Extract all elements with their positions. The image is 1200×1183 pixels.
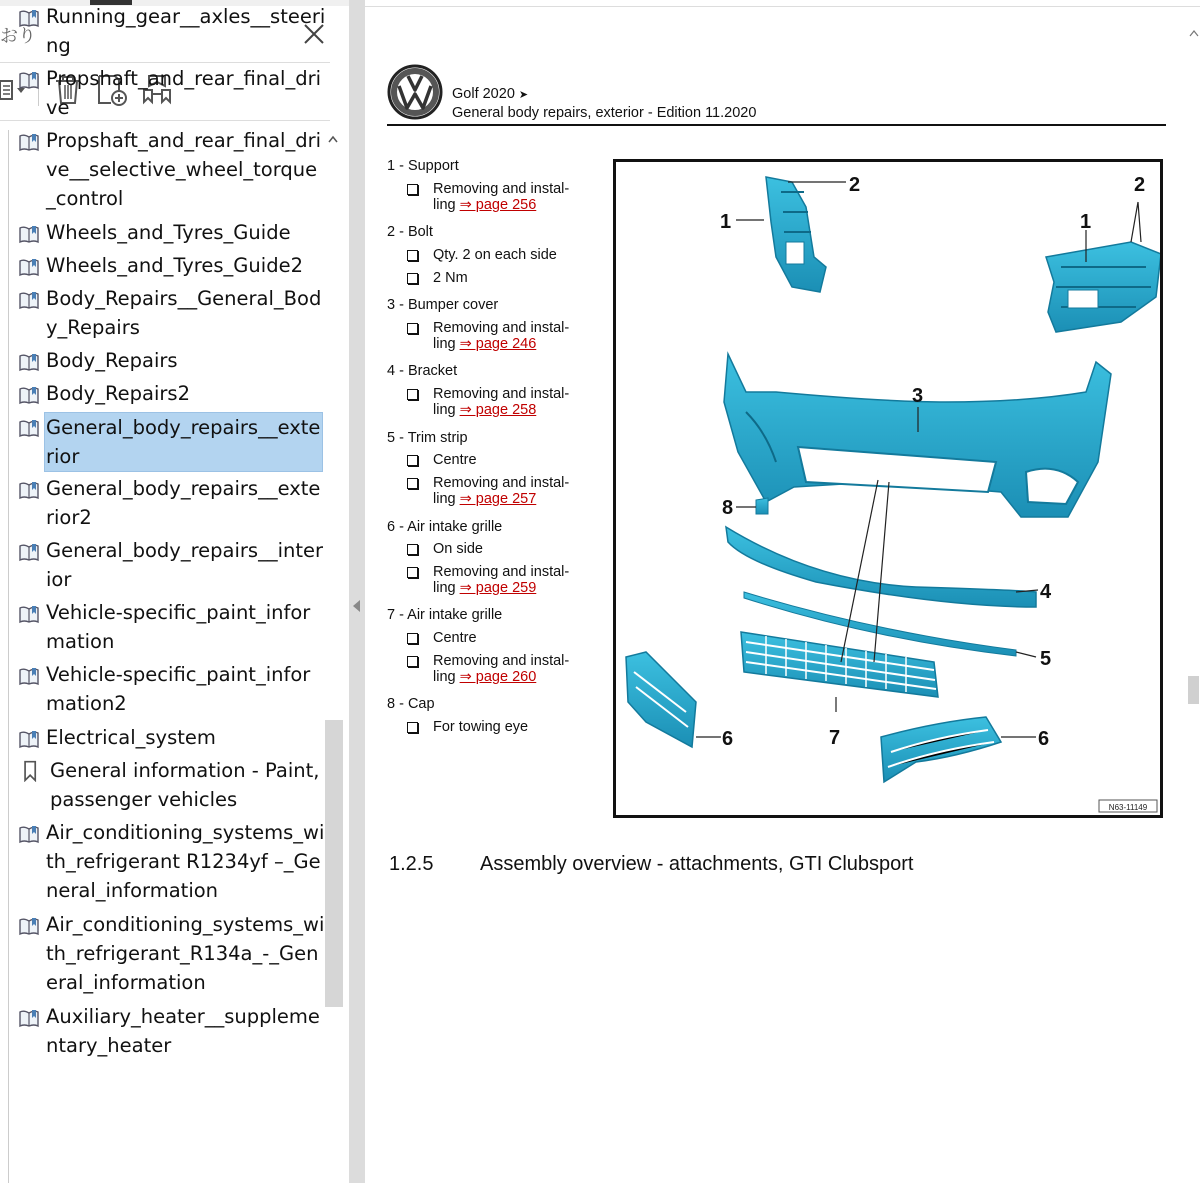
checkbox-bullet-icon bbox=[407, 250, 418, 261]
legend-subitem-text-cont bbox=[433, 580, 536, 596]
legend-item-title: 2 - Bolt bbox=[387, 224, 433, 240]
checkbox-bullet-icon bbox=[407, 273, 418, 284]
legend-subitem-text: Removing and instal- bbox=[433, 320, 570, 336]
panel-title: おり bbox=[0, 26, 36, 47]
bookmark-book-icon bbox=[18, 542, 40, 564]
bookmark-book-icon bbox=[18, 666, 40, 688]
legend-subitem-text: 2 Nm bbox=[433, 270, 468, 286]
header-rule bbox=[387, 124, 1166, 126]
panel-splitter[interactable] bbox=[349, 0, 365, 1183]
legend-subitem-text-cont bbox=[433, 491, 536, 507]
checkbox-bullet-icon bbox=[407, 389, 418, 400]
bookmark-book-icon bbox=[18, 290, 40, 312]
legend-item-title: 1 - Support bbox=[387, 158, 459, 174]
callout-label: 6 bbox=[722, 728, 734, 750]
page-link[interactable]: ⇒ page 246 bbox=[459, 336, 537, 352]
page-link[interactable]: ⇒ page 259 bbox=[459, 580, 537, 596]
legend-subitem-text: Removing and instal- bbox=[433, 386, 570, 402]
figure-id: N63-11149 bbox=[1108, 803, 1148, 812]
legend-item-title: 3 - Bumper cover bbox=[387, 297, 499, 313]
header-model bbox=[452, 86, 528, 102]
legend-subitem-text-cont bbox=[433, 197, 536, 213]
legend-subitem-text: Removing and instal- bbox=[433, 653, 570, 669]
checkbox-bullet-icon bbox=[407, 633, 418, 644]
bookmark-label: Body_Repairs bbox=[46, 349, 178, 372]
section-number: 1.2.5 bbox=[389, 853, 434, 875]
checkbox-bullet-icon bbox=[407, 184, 418, 195]
bookmark-book-icon bbox=[18, 385, 40, 407]
bookmark-book-icon bbox=[18, 70, 40, 92]
bookmark-label: Auxiliary_heater__supplementary_heater bbox=[46, 1005, 320, 1057]
bookmark-book-icon bbox=[18, 604, 40, 626]
bookmark-label: Air_conditioning_systems_with_refrigerant_R134a_-_General_information bbox=[46, 913, 325, 994]
bookmark-label: General information - Paint, passenger vehicles bbox=[50, 759, 320, 811]
callout-label: 8 bbox=[722, 497, 734, 519]
legend-subitem-text2: ling bbox=[433, 402, 456, 418]
bookmark-book-icon bbox=[18, 1008, 40, 1030]
section-title: Assembly overview - attachments, GTI Clubsport bbox=[480, 853, 914, 875]
checkbox-bullet-icon bbox=[407, 478, 418, 489]
bookmark-book-icon bbox=[18, 916, 40, 938]
header-model-text: Golf 2020 bbox=[452, 86, 515, 102]
divider bbox=[0, 62, 330, 63]
bookmark-book-icon bbox=[18, 132, 40, 154]
legend-subitem-text-cont bbox=[433, 669, 536, 685]
legend-item-title: 6 - Air intake grille bbox=[387, 519, 503, 535]
bracket-part bbox=[726, 527, 1036, 607]
vw-logo bbox=[387, 64, 443, 120]
side-grille-left-part bbox=[626, 652, 696, 747]
legend-subitem-text2: ling bbox=[433, 580, 456, 596]
bookmark-label: Body_Repairs__General_Body_Repairs bbox=[46, 287, 322, 339]
header-arrow-icon: ➤ bbox=[518, 89, 529, 101]
bookmark-label: Propshaft_and_rear_final_drive bbox=[46, 67, 322, 119]
checkbox-bullet-icon bbox=[407, 567, 418, 578]
tow-eye-cap-part bbox=[756, 498, 768, 514]
bookmark-label: Wheels_and_Tyres_Guide2 bbox=[46, 254, 303, 277]
document-scrollbar[interactable] bbox=[1187, 0, 1200, 1183]
checkbox-bullet-icon bbox=[407, 455, 418, 466]
diagram-drawing bbox=[616, 162, 1160, 815]
callout-label: 1 bbox=[720, 211, 732, 233]
legend-subitem-text2: ling bbox=[433, 197, 456, 213]
bookmark-label: Vehicle-specific_paint_information2 bbox=[46, 663, 311, 715]
checkbox-bullet-icon bbox=[407, 544, 418, 555]
bookmark-ribbon-icon bbox=[20, 760, 42, 782]
bookmarks-panel bbox=[0, 0, 349, 1183]
legend-subitem-text: Removing and instal- bbox=[433, 181, 570, 197]
page-link[interactable]: ⇒ page 257 bbox=[459, 491, 537, 507]
collapse-arrow-icon[interactable] bbox=[353, 600, 360, 612]
checkbox-bullet-icon bbox=[407, 323, 418, 334]
page-top-border bbox=[365, 6, 1200, 7]
sidebar-scrollbar[interactable] bbox=[323, 130, 345, 1183]
legend-subitem-text: Removing and instal- bbox=[433, 475, 570, 491]
checkbox-bullet-icon bbox=[407, 722, 418, 733]
page-link[interactable]: ⇒ page 256 bbox=[459, 197, 537, 213]
legend-subitem-text: On side bbox=[433, 541, 483, 557]
legend-subitem-text: Removing and instal- bbox=[433, 564, 570, 580]
center-grille-part bbox=[741, 632, 938, 697]
legend-subitem-text-cont bbox=[433, 402, 536, 418]
bookmark-book-icon bbox=[18, 352, 40, 374]
bookmark-book-icon bbox=[18, 8, 40, 30]
callout-label: 3 bbox=[912, 385, 924, 407]
legend-subitem-text: For towing eye bbox=[433, 719, 529, 735]
tree-guide-line bbox=[8, 130, 9, 1183]
bookmark-book-icon bbox=[18, 418, 40, 440]
legend-subitem-text: Centre bbox=[433, 452, 477, 468]
callout-label: 6 bbox=[1038, 728, 1050, 750]
callout-label: 2 bbox=[1134, 174, 1146, 196]
legend-item-title: 5 - Trim strip bbox=[387, 430, 468, 446]
bookmark-label: Air_conditioning_systems_with_refrigerant R1234yf –_General_information bbox=[46, 821, 325, 902]
page-link[interactable]: ⇒ page 260 bbox=[459, 669, 537, 685]
legend-subitem-text2: ling bbox=[433, 669, 456, 685]
bookmark-book-icon bbox=[18, 824, 40, 846]
bookmark-book-icon bbox=[18, 224, 40, 246]
legend-subitem-text2: ling bbox=[433, 336, 456, 352]
callout-label: 5 bbox=[1040, 648, 1052, 670]
bookmark-label: Vehicle-specific_paint_information bbox=[46, 601, 311, 653]
legend-item-title: 4 - Bracket bbox=[387, 363, 458, 379]
support-left-part bbox=[766, 177, 826, 292]
bookmark-book-icon bbox=[18, 480, 40, 502]
legend-subitem-text: Qty. 2 on each side bbox=[433, 247, 557, 263]
checkbox-bullet-icon bbox=[407, 656, 418, 667]
bookmark-book-icon bbox=[18, 729, 40, 751]
bookmark-label: Body_Repairs2 bbox=[46, 382, 190, 405]
bookmark-label: Electrical_system bbox=[46, 726, 216, 749]
bookmark-label: Wheels_and_Tyres_Guide bbox=[46, 221, 291, 244]
page-link[interactable]: ⇒ page 258 bbox=[459, 402, 537, 418]
legend-item-title: 7 - Air intake grille bbox=[387, 607, 503, 623]
callout-label: 4 bbox=[1040, 581, 1052, 603]
legend-subitem-text: Centre bbox=[433, 630, 477, 646]
callout-label: 1 bbox=[1080, 211, 1092, 233]
bookmark-label: General_body_repairs__exterior bbox=[44, 412, 323, 472]
bookmark-label: Propshaft_and_rear_final_drive__selective_wheel_torque_control bbox=[46, 129, 322, 210]
bookmark-label: General_body_repairs__exterior2 bbox=[46, 477, 321, 529]
bookmark-label: Running_gear__axles__steering bbox=[46, 5, 326, 57]
callout-label: 2 bbox=[849, 174, 861, 196]
legend-subitem-text2: ling bbox=[433, 491, 456, 507]
callout-label: 7 bbox=[829, 727, 841, 749]
legend-subitem-text-cont bbox=[433, 336, 536, 352]
bookmark-book-icon bbox=[18, 257, 40, 279]
bookmark-label: General_body_repairs__interior bbox=[46, 539, 324, 591]
exploded-diagram bbox=[613, 159, 1163, 818]
legend-item-title: 8 - Cap bbox=[387, 696, 435, 712]
header-subtitle: General body repairs, exterior - Edition 11.2020 bbox=[452, 105, 757, 121]
document-page bbox=[365, 0, 1200, 1183]
